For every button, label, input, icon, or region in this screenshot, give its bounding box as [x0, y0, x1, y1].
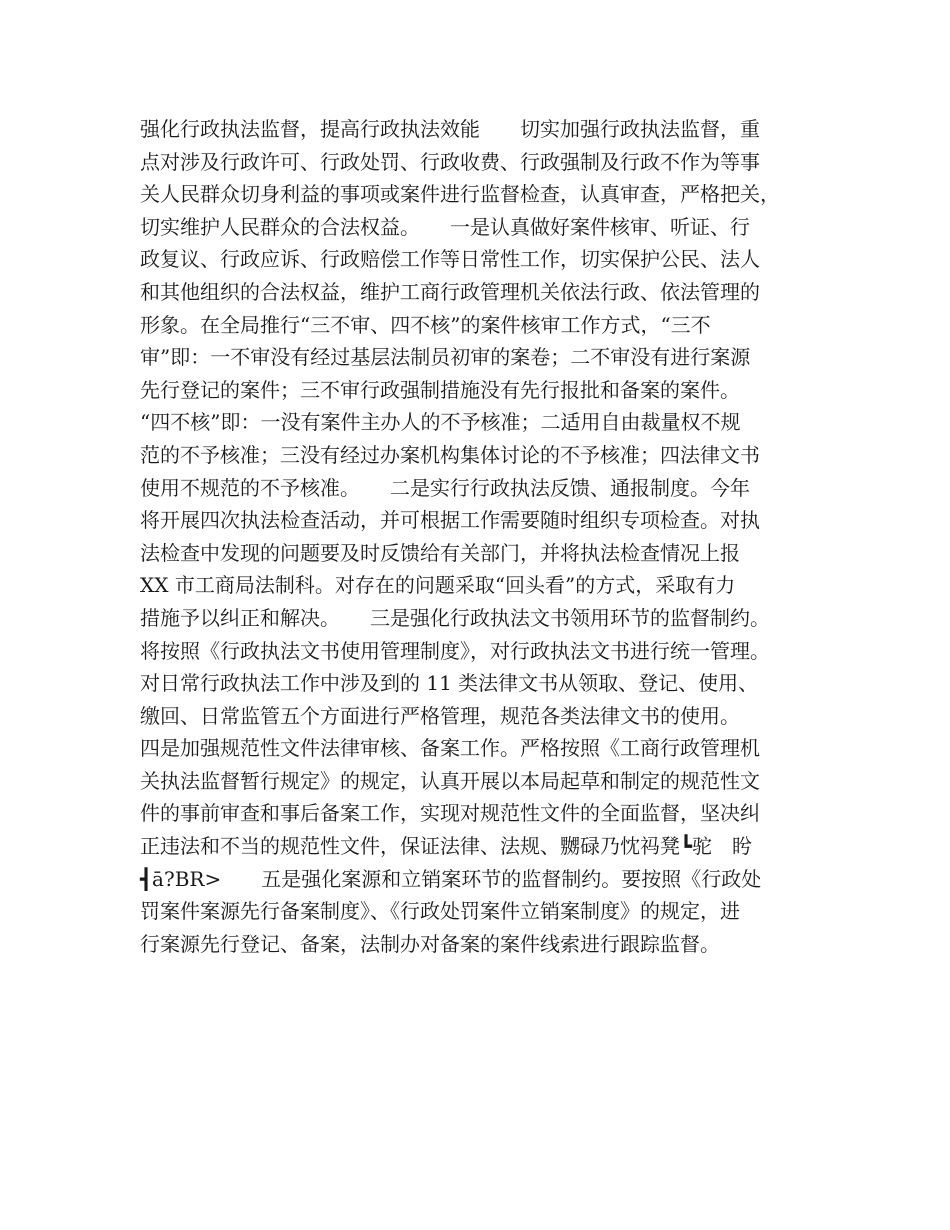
text-line-18: 对日常行政执法工作中涉及到的 11 类法律文书从领取、登记、使用、	[140, 671, 759, 696]
text-line-14: 法检查中发现的问题要及时反馈给有关部门，并将执法检查情况上报	[140, 540, 740, 565]
text-line-21: 关执法监督暂行规定》的规定，认真开展以本局起草和制定的规范性文	[140, 768, 760, 793]
text-line-25: 罚案件案源先行备案制度》、《行政处罚案件立销案制度》的规定，进	[140, 899, 740, 924]
text-line-2: 点对涉及行政许可、行政处罚、行政收费、行政强制及行政不作为等事	[140, 149, 760, 174]
text-line-3: 关人民群众切身利益的事项或案件进行监督检查，认真审查，严格把关，	[140, 182, 780, 207]
text-line-22: 件的事前审查和事后备案工作，实现对规范性文件的全面监督，坚决纠	[140, 801, 760, 826]
body-text	[140, 113, 830, 960]
text-line-4: 切实维护人民群众的合法权益。 一是认真做好案件核审、听证、行	[140, 214, 750, 239]
text-line-12: 使用不规范的不予核准。 二是实行行政执法反馈、通报制度。今年	[140, 475, 750, 500]
text-line-5: 政复议、行政应诉、行政赔偿工作等日常性工作，切实保护公民、法人	[140, 247, 760, 272]
text-line-19: 缴回、日常监管五个方面进行严格管理，规范各类法律文书的使用。	[140, 703, 740, 728]
text-line-10: “四不核”即：一没有案件主办人的不予核准；二适用自由裁量权不规	[140, 410, 741, 435]
text-line-26: 行案源先行登记、备案，法制办对备案的案件线索进行跟踪监督。	[140, 931, 720, 956]
text-line-23: 正违法和不当的规范性文件，保证法律、法规、嬲碌乃忱祃凳┗驼 盻	[140, 834, 753, 859]
text-line-1: 强化行政执法监督，提高行政执法效能 切实加强行政执法监督，重	[140, 117, 760, 141]
text-line-24: ┫ā?BR> 五是强化案源和立销案环节的监督制约。要按照《行政处	[140, 866, 762, 891]
text-line-8: 审”即：一不审没有经过基层法制员初审的案卷；二不审没有进行案源	[140, 345, 751, 370]
text-line-15: XX 市工商局法制科。对存在的问题采取“回头看”的方式，采取有力	[140, 573, 736, 598]
text-line-11: 范的不予核准；三没有经过办案机构集体讨论的不予核准；四法律文书	[140, 442, 760, 467]
text-line-9: 先行登记的案件；三不审行政强制措施没有先行报批和备案的案件。	[140, 377, 740, 402]
text-line-6: 和其他组织的合法权益，维护工商行政管理机关依法行政、依法管理的	[140, 279, 760, 304]
text-line-17: 将按照《行政执法文书使用管理制度》，对行政执法文书进行统一管理。	[140, 638, 770, 663]
text-line-16: 措施予以纠正和解决。 三是强化行政执法文书领用环节的监督制约。	[140, 605, 770, 630]
text-line-13: 将开展四次执法检查活动，并可根据工作需要随时组织专项检查。对执	[140, 508, 760, 533]
text-line-20: 四是加强规范性文件法律审核、备案工作。严格按照《工商行政管理机	[140, 736, 760, 761]
text-line-7: 形象。在全局推行“三不审、四不核”的案件核审工作方式，“三不	[140, 312, 711, 337]
